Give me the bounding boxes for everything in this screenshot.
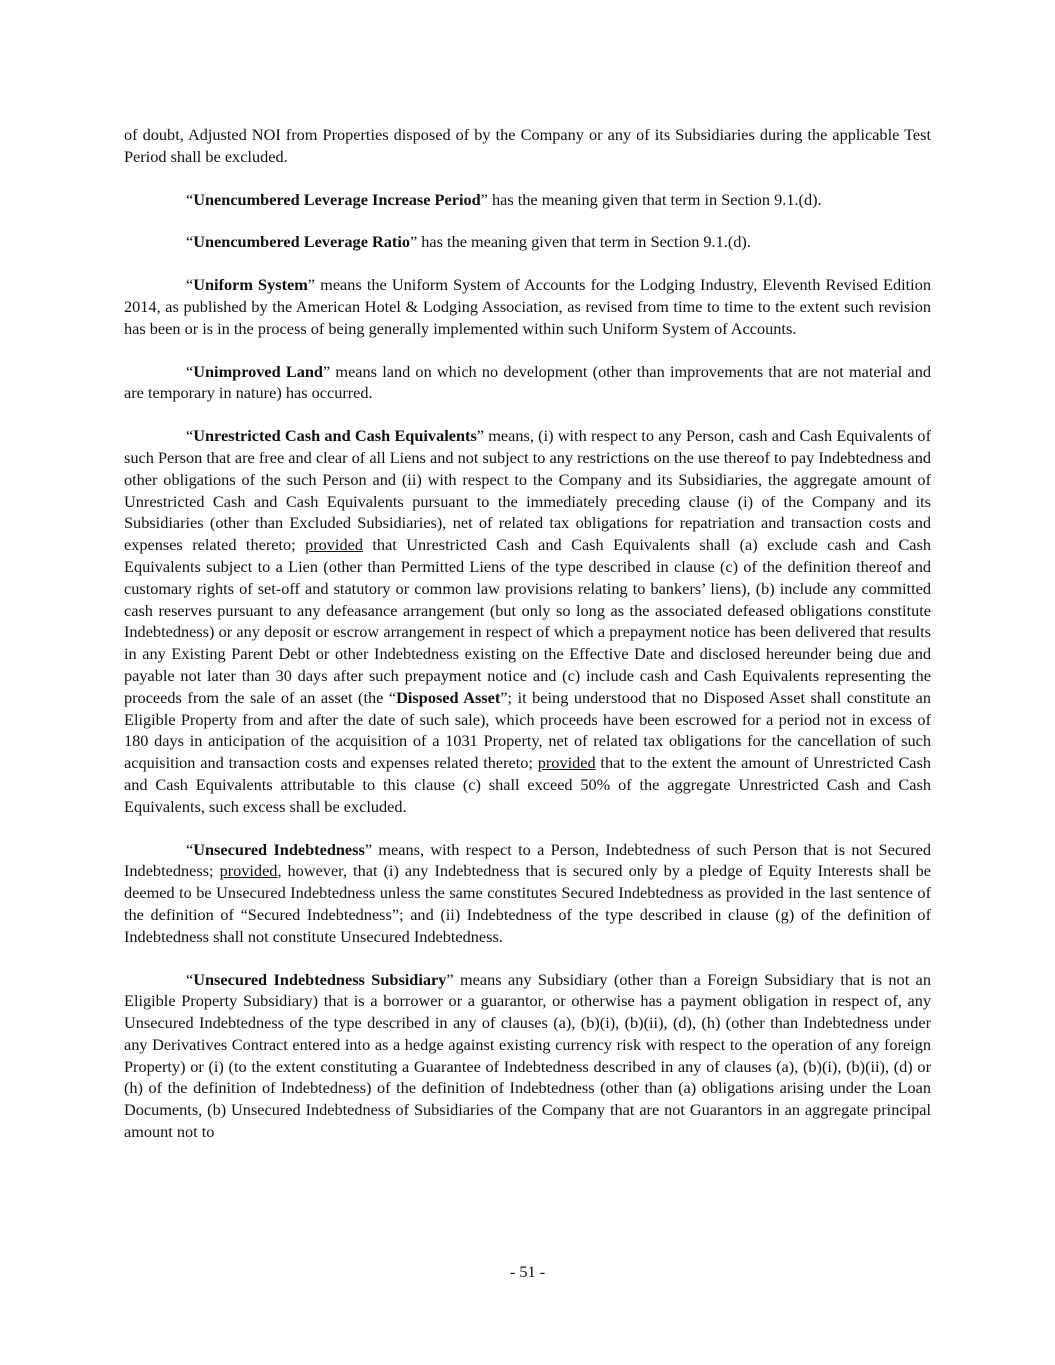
defined-term: Unimproved Land (193, 361, 323, 381)
defined-term: Unencumbered Leverage Ratio (193, 232, 410, 252)
defined-term-disposed-asset: Disposed Asset (396, 687, 501, 707)
definition-unencumbered-leverage-increase-period: “Unencumbered Leverage Increase Period” has the meaning given that term in Section 9.1.(d). (186, 189, 822, 209)
defined-term: Unsecured Indebtedness Subsidiary (193, 969, 447, 989)
page-number: - 51 - (509, 1262, 546, 1281)
continuation-paragraph: of doubt, Adjusted NOI from Properties disposed of by the Company or any of its Subsidiaries during the applicable Test Period shall be excluded. (124, 125, 931, 166)
provided-underlined: provided (537, 753, 596, 773)
provided-underlined: provided (219, 861, 278, 881)
definition-unsecured-indebtedness: “Unsecured Indebtedness” means, with respect to a Person, Indebtedness of such Person that is not Secured Indebtedness; provided, however, that (i) any Indebtedness that is secured only by a pledge of Equity Interests shall be deemed to be Unsecured Indebtedness unless the same constitutes Secured Indebtedness as provided in the last sentence of the definition of “Secured Indebtedness”; and (ii) Indebtedness of the type described in clause (g) of the definition of Indebtedness shall not constitute Unsecured Indebtedness. (124, 839, 931, 946)
defined-term: Unrestricted Cash and Cash Equivalents (193, 426, 477, 446)
definition-unimproved-land: “Unimproved Land” means land on which no development (other than improvements that are not material and are temporary in nature) has occurred. (124, 361, 931, 403)
defined-term: Unsecured Indebtedness (193, 839, 365, 859)
definition-unencumbered-leverage-ratio: “Unencumbered Leverage Ratio” has the meaning given that term in Section 9.1.(d). (186, 232, 751, 252)
provided-underlined: provided (305, 535, 363, 555)
defined-term: Uniform System (193, 275, 308, 295)
definition-uniform-system: “Uniform System” means the Uniform System of Accounts for the Lodging Industry, Eleventh Revised Edition 2014, as published by the American Hotel & Lodging Association, as revised from time to time to the extent such revision has been or is in the process of being generally implemented within such Uniform System of Accounts. (124, 275, 931, 338)
definition-unrestricted-cash: “Unrestricted Cash and Cash Equivalents” means, (i) with respect to any Person, cash and Cash Equivalents of such Person that are free and clear of all Liens and not subject to any restrictions on the use thereof to pay Indebtedness and other obligations of the such Person and (ii) with respect to the Company and its Subsidiaries, the aggregate amount of Unrestricted Cash and Cash Equivalents pursuant to the immediately preceding clause (i) of the Company and its Subsidiaries (other than Excluded Subsidiaries), net of related tax obligations for repatriation and transaction costs and expenses related thereto; provided that Unrestricted Cash and Cash Equivalents shall (a) exclude cash and Cash Equivalents subject to a Lien (other than Permitted Liens of the type described in clause (c) of the definition thereof and customary rights of set-off and statutory or common law provisions relating to bankers’ liens), (b) include any committed cash reserves pursuant to any defeasance arrangement (but only so long as the associated defeased obligations constitute Indebtedness) or any deposit or escrow arrangement in respect of which a prepayment notice has been delivered that results in any Existing Parent Debt or other Indebtedness existing on the Effective Date and disclosed hereunder being due and payable not later than 30 days after such prepayment notice and (c) include cash and Cash Equivalents representing the proceeds from the sale of an asset (the “Disposed Asset”; it being understood that no Disposed Asset shall constitute an Eligible Property from and after the date of such sale), which proceeds have been escrowed for a period not in excess of 180 days in anticipation of the acquisition of a 1031 Property, net of related tax obligations for the cancellation of such acquisition and transaction costs and expenses related thereto; provided that to the extent the amount of Unrestricted Cash and Cash Equivalents attributable to this clause (c) shall exceed 50% of the aggregate Unrestricted Cash and Cash Equivalents, such excess shall be excluded. (124, 426, 932, 816)
definition-unsecured-indebtedness-subsidiary: “Unsecured Indebtedness Subsidiary” means any Subsidiary (other than a Foreign Subsidiary that is not an Eligible Property Subsidiary) that is a borrower or a guarantor, or otherwise has a payment obligation in respect of, any Unsecured Indebtedness of the type described in any of clauses (a), (b)(i), (b)(ii), (d), (h) (other than Indebtedness under any Derivatives Contract entered into as a hedge against existing currency risk with respect to the operation of any foreign Property) or (i) (to the extent constituting a Guarantee of Indebtedness described in any of clauses (a), (b)(i), (b)(ii), (d) or (h) of the definition of Indebtedness) of the definition of Indebtedness (other than (a) obligations arising under the Loan Documents, (b) Unsecured Indebtedness of Subsidiaries of the Company that are not Guarantors in an aggregate principal amount not to (124, 969, 931, 1142)
defined-term: Unencumbered Leverage Increase Period (193, 189, 481, 209)
document-body (124, 124, 931, 1164)
